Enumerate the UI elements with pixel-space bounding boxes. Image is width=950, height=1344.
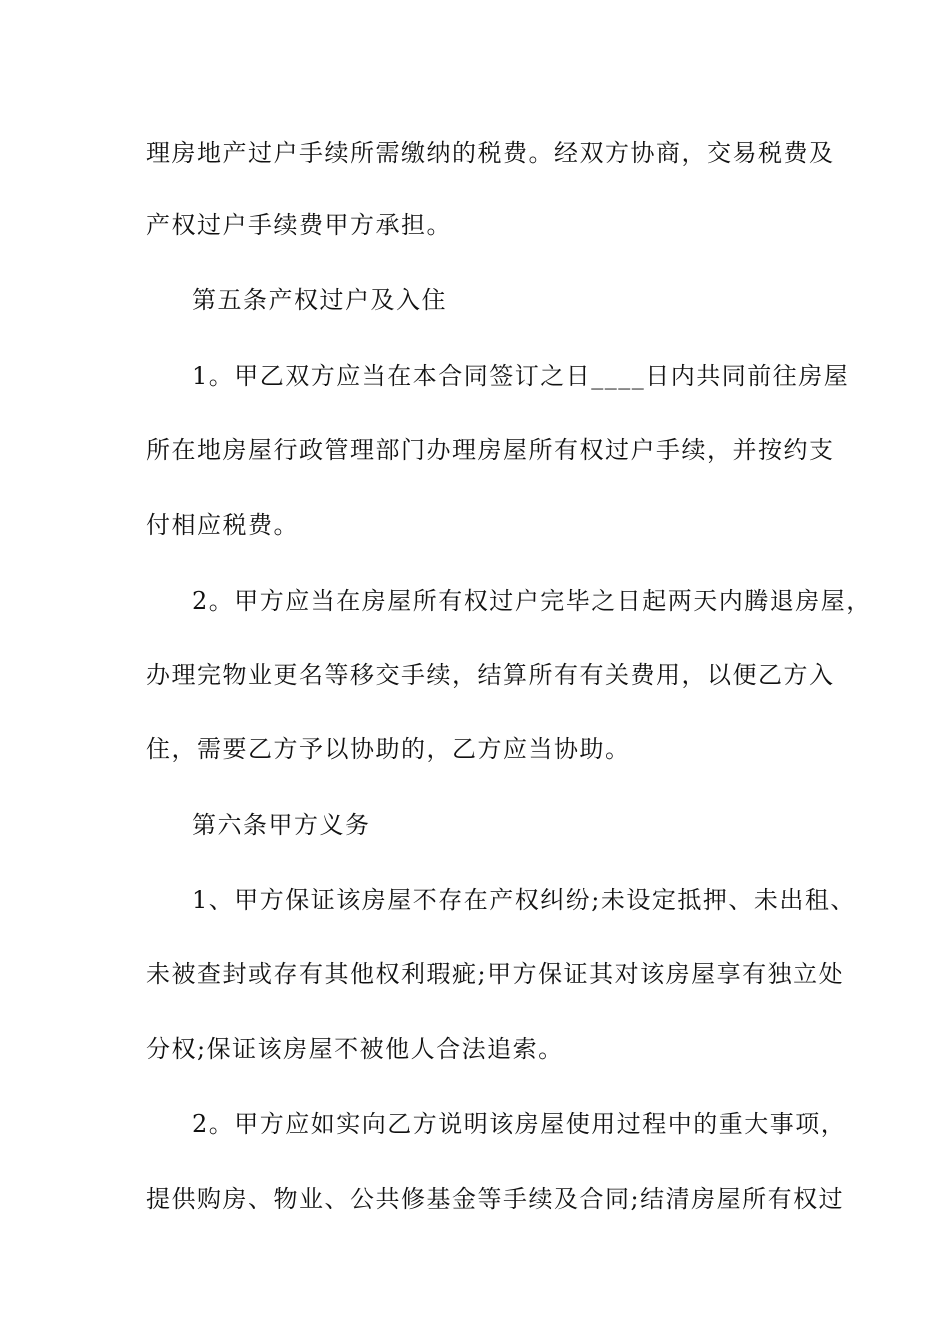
body-text-line: 1、甲方保证该房屋不存在产权纠纷;未设定抵押、未出租、 (192, 886, 856, 914)
body-text-line: 付相应税费。 (146, 511, 299, 539)
body-text-line: 2。甲方应如实向乙方说明该房屋使用过程中的重大事项， (192, 1110, 847, 1138)
body-text-line: 提供购房、物业、公共修基金等手续及合同;结清房屋所有权过 (146, 1185, 845, 1213)
body-text-line: 未被查封或存有其他权利瑕疵;甲方保证其对该房屋享有独立处 (146, 960, 845, 988)
section-heading-article-6: 第六条甲方义务 (192, 811, 371, 839)
body-text-line: 分权;保证该房屋不被他人合法追索。 (146, 1035, 564, 1063)
body-text-line: 1。甲乙双方应当在本合同签订之日____日内共同前往房屋 (192, 362, 850, 390)
body-text-line: 产权过户手续费甲方承担。 (146, 211, 452, 239)
body-text-line: 2。甲方应当在房屋所有权过户完毕之日起两天内腾退房屋， (192, 587, 872, 615)
body-text-line: 理房地产过户手续所需缴纳的税费。经双方协商，交易税费及 (146, 139, 835, 167)
body-text-line: 住，需要乙方予以协助的，乙方应当协助。 (146, 735, 631, 763)
body-text-line: 所在地房屋行政管理部门办理房屋所有权过户手续，并按约支 (146, 436, 835, 464)
section-heading-article-5: 第五条产权过户及入住 (192, 286, 447, 314)
body-text-line: 办理完物业更名等移交手续，结算所有有关费用，以便乙方入 (146, 661, 835, 689)
